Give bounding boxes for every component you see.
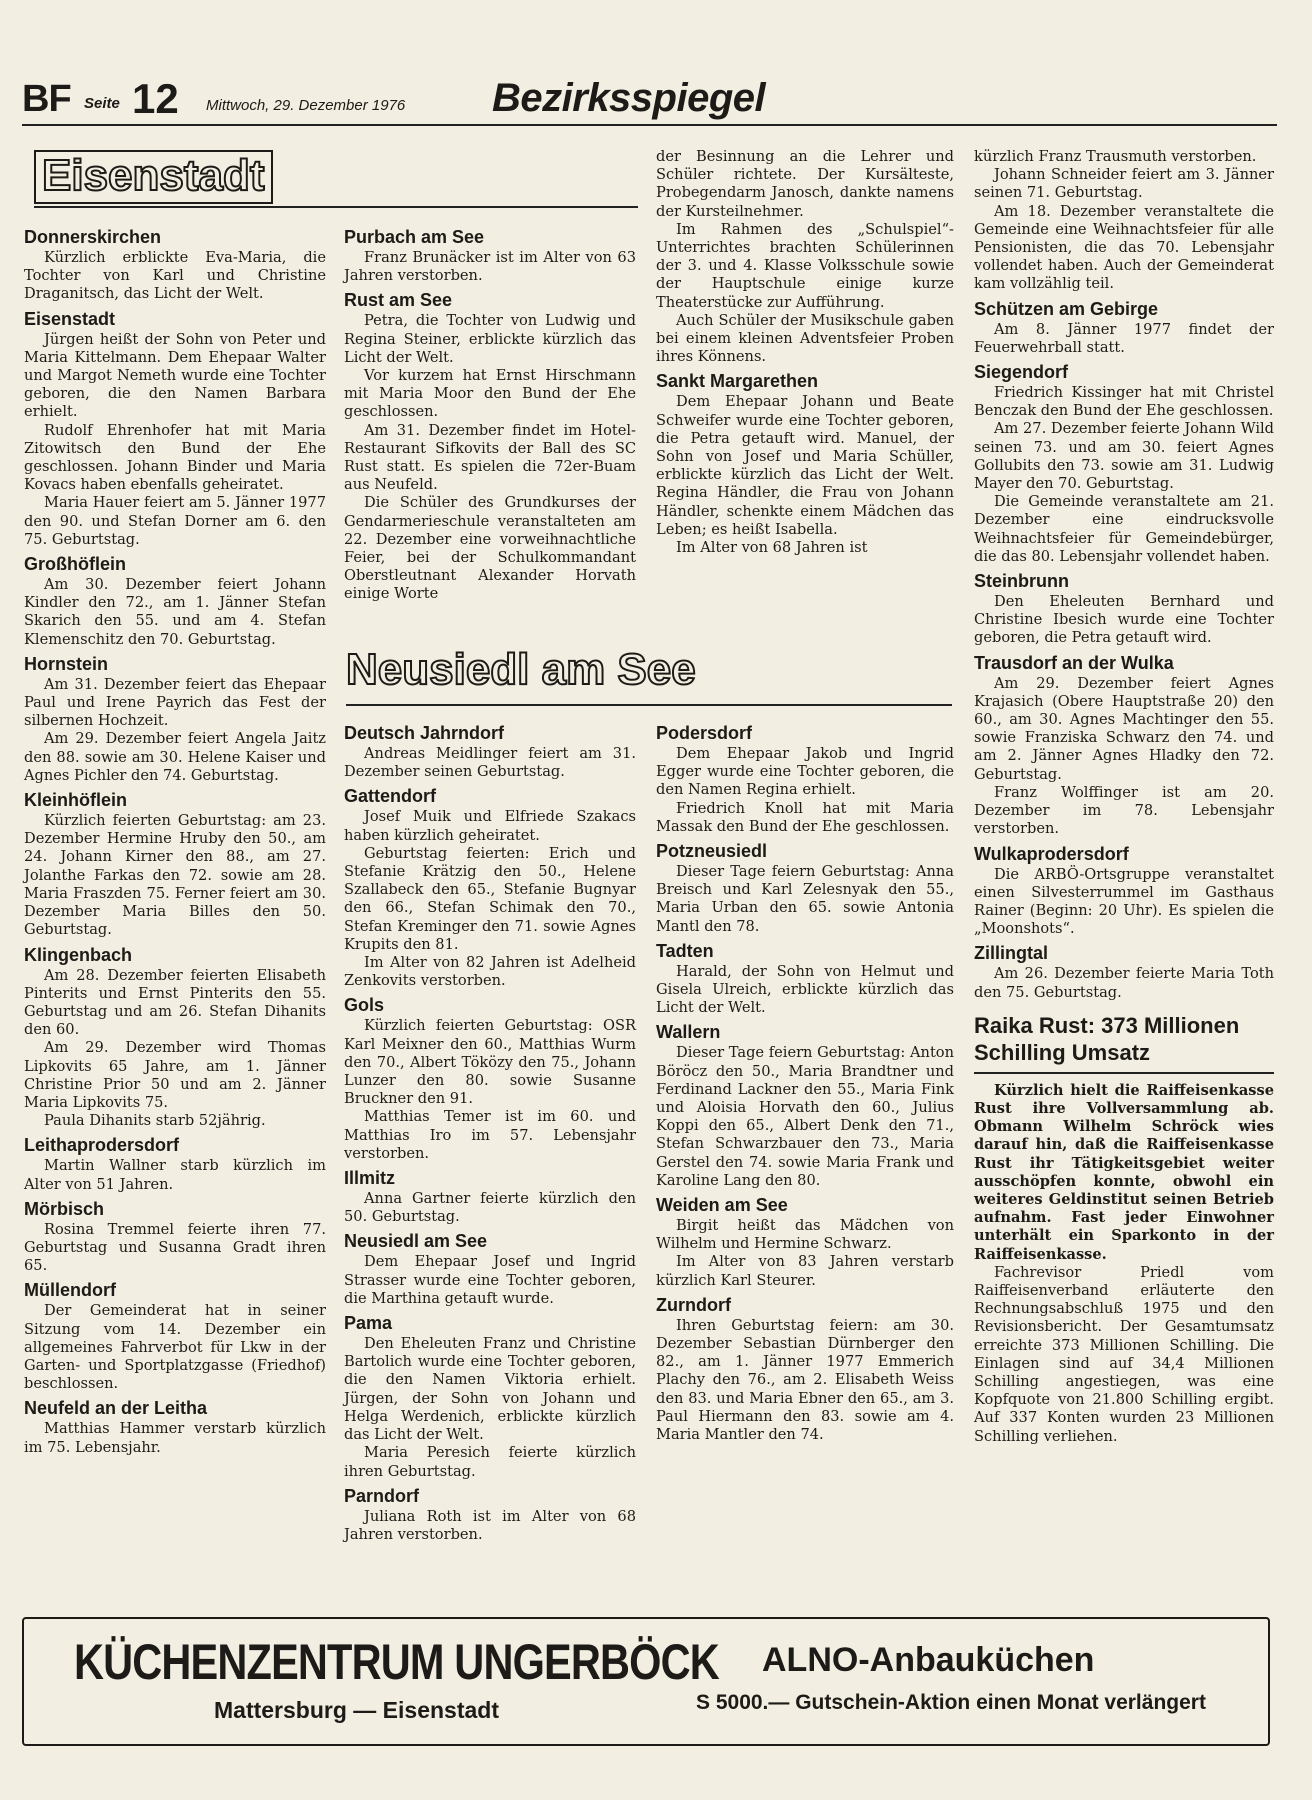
news-paragraph: Am 28. Dezember feierten Elisabeth Pinterits und Ernst Pinterits den 55. Geburtstag und am 26. Stefan Dihanits den 60. bbox=[24, 966, 326, 1039]
news-item bbox=[656, 1195, 954, 1290]
locality-heading: Sankt Margarethen bbox=[656, 371, 819, 392]
news-paragraph: Paula Dihanits starb 52jährig. bbox=[44, 1112, 266, 1130]
news-paragraph: Kürzlich erblickte Eva-Maria, die Tochter von Karl und Christine Draganitsch, das Licht der Welt. bbox=[24, 249, 326, 303]
news-paragraph: Im Alter von 82 Jahren ist Adelheid Zenkovits verstorben. bbox=[344, 954, 636, 990]
news-paragraph: Dieser Tage feiern Geburtstag: Anton Böröcz den 50., Maria Brandtner und Ferdinand Lackner den 55., Maria Fink und Aloisia Horvath den 60., Julius Koppi den 65., Albert Denk den 71., Stefan Schwarzbauer den 73., Maria Gerstel den 74. sowie Maria Frank und Karoline Lang den 80. bbox=[656, 1044, 954, 1189]
news-item bbox=[974, 943, 1274, 1001]
news-paragraph: Ihren Geburtstag feiern: am 30. Dezember Sebastian Dürnberger den 82., am 1. Jänner 1977 Emmerich Plachy den 76., am 2. Elisabeth Weiss den 83. und Maria Ebner den 65., am 3. Paul Hiermann den 83. sowie am 4. Maria Mantler den 74. bbox=[656, 1316, 954, 1444]
news-item bbox=[344, 1486, 636, 1544]
news-paragraph: Am 31. Dezember feiert das Ehepaar Paul und Irene Payrich das Fest der silbernen Hochzeit. bbox=[24, 675, 326, 730]
news-paragraph: Im Rahmen des „Schulspiel“-Unterrichtes brachten Schülerinnen der 3. und 4. Klasse Volksschule sowie der Hauptschule einige kurze Theaterstücke zur Aufführung. bbox=[656, 220, 954, 311]
newspaper-logo: BF bbox=[22, 78, 71, 120]
news-paragraph: Der Gemeinderat hat in seiner Sitzung vom 14. Dezember ein allgemeines Fahrverbot für Lkw in der Garten- und Sportplatzgasse (Friedhof) beschlossen. bbox=[24, 1302, 326, 1393]
news-item bbox=[656, 841, 954, 936]
news-paragraph: Andreas Meidlinger feiert am 31. Dezember seinen Geburtstag. bbox=[344, 745, 636, 781]
news-item bbox=[344, 290, 636, 603]
raika-headline: Raika Rust: 373 Millionen Schilling Umsatz bbox=[974, 1012, 1274, 1074]
locality-heading: Wulkaprodersdorf bbox=[974, 843, 1129, 864]
news-paragraph: Vor kurzem hat Ernst Hirschmann mit Maria Moor den Bund der Ehe geschlossen. bbox=[344, 367, 636, 421]
page-number: 12 bbox=[132, 75, 179, 122]
news-paragraph: Matthias Temer ist im 60. und Matthias Iro im 57. Lebensjahr verstorben. bbox=[344, 1108, 636, 1162]
news-paragraph: Franz Wolffinger ist am 20. Dezember im 78. Lebensjahr verstorben. bbox=[974, 783, 1274, 838]
locality-heading: Podersdorf bbox=[656, 723, 753, 743]
news-paragraph: Johann Schneider feiert am 3. Jänner seinen 71. Geburtstag. bbox=[974, 166, 1274, 202]
ad-left-title: KÜCHENZENTRUM UNGERBÖCK bbox=[74, 1634, 719, 1690]
masthead bbox=[22, 72, 1277, 126]
locality-heading: Leithaprodersdorf bbox=[24, 1135, 180, 1156]
news-paragraph: Dem Ehepaar Josef und Ingrid Strasser wurde eine Tochter geboren, die Marthina getauft wurde. bbox=[344, 1253, 636, 1307]
locality-heading: Müllendorf bbox=[24, 1280, 116, 1301]
locality-heading: Großhöflein bbox=[24, 554, 126, 575]
column-3-bottom bbox=[656, 718, 954, 1612]
locality-heading: Gols bbox=[344, 995, 385, 1016]
ad-left-subtitle: Mattersburg — Eisenstadt bbox=[214, 1697, 499, 1723]
news-paragraph: Die Gemeinde veranstaltete am 21. Dezember eine eindrucksvolle Weihnachtsfeier für Gemeindebürger, die das 80. Lebensjahr vollendet haben. bbox=[974, 493, 1274, 565]
column-2-bottom bbox=[344, 718, 636, 1612]
locality-heading: Trausdorf an der Wulka bbox=[974, 652, 1174, 673]
locality-heading: Donnerskirchen bbox=[24, 227, 162, 247]
news-paragraph: Harald, der Sohn von Helmut und Gisela Ulreich, erblickte kürzlich das Licht der Welt. bbox=[656, 962, 954, 1017]
news-paragraph: Maria Peresich feierte kürzlich ihren Geburtstag. bbox=[344, 1444, 636, 1480]
news-paragraph: Martin Wallner starb kürzlich im Alter von 51 Jahren. bbox=[24, 1157, 326, 1193]
locality-heading: Eisenstadt bbox=[24, 308, 116, 329]
news-paragraph: Rosina Tremmel feierte ihren 77. Geburtstag und Susanna Gradt ihren 65. bbox=[24, 1220, 326, 1275]
news-paragraph: Die Schüler des Grundkurses der Gendarmerieschule veranstalteten am 22. Dezember eine vorweihnachtliche Feier, bei der Schulkommandant Oberstleutnant Alexander Horvath einige Worte bbox=[344, 494, 636, 603]
advertisement bbox=[22, 1617, 1270, 1746]
news-item bbox=[24, 1280, 326, 1393]
news-item bbox=[974, 571, 1274, 648]
locality-heading: Klingenbach bbox=[24, 944, 133, 965]
news-paragraph: Dem Ehepaar Jakob und Ingrid Egger wurde eine Tochter geboren, die den Namen Regina erhielt. bbox=[656, 745, 954, 799]
news-item bbox=[24, 309, 326, 549]
news-paragraph: der Besinnung an die Lehrer und Schüler richtete. Der Kursälteste, Probegendarm Janosch, dankte namens der Kursteilnehmer. bbox=[656, 148, 954, 220]
news-paragraph: Am 27. Dezember feierte Johann Wild seinen 73. und am 30. feiert Agnes Gollubits den 73. sowie am 31. Ludwig Mayer den 70. Geburtstag. bbox=[974, 420, 1275, 493]
locality-heading: Zurndorf bbox=[656, 1294, 731, 1315]
news-paragraph: Anna Gartner feierte kürzlich den 50. Geburtstag. bbox=[344, 1190, 636, 1226]
ad-right-title: ALNO-Anbauküchen bbox=[762, 1641, 1095, 1679]
ad-right-subtitle: S 5000.— Gutschein-Aktion einen Monat verlängert bbox=[696, 1691, 1206, 1714]
locality-heading: Kleinhöflein bbox=[24, 790, 127, 811]
news-paragraph: Am 29. Dezember feiert Angela Jaitz den 88. sowie am 30. Helene Kaiser und Agnes Pichler den 74. Geburtstag. bbox=[24, 730, 326, 784]
news-paragraph: Die ARBÖ-Ortsgruppe veranstaltet einen Silvesterrummel im Gasthaus Rainer (Beginn: 20 Uhr). Es spielen die „Moonshots“. bbox=[974, 865, 1274, 938]
locality-heading: Purbach am See bbox=[344, 227, 485, 247]
news-item bbox=[656, 1295, 954, 1444]
news-paragraph: Josef Muik und Elfriede Szakacs haben kürzlich geheiratet. bbox=[344, 808, 636, 844]
news-item bbox=[344, 786, 636, 990]
news-paragraph: Jürgen heißt der Sohn von Peter und Maria Kittelmann. Dem Ehepaar Walter und Margot Nemeth wurde eine Tochter geboren, die den Namen Barbara erhielt. bbox=[24, 330, 326, 421]
news-paragraph: Am 8. Jänner 1977 findet der Feuerwehrball statt. bbox=[974, 320, 1274, 356]
news-item bbox=[24, 1398, 326, 1456]
issue-date: Mittwoch, 29. Dezember 1976 bbox=[206, 97, 406, 114]
column-1 bbox=[24, 222, 326, 1612]
raika-lead: Kürzlich hielt die Raiffeisenkasse Rust ihre Vollversammlung ab. Obmann Wilhelm Schröck wies darauf hin, daß die Raiffeisenkasse Rust ihr Tätigkeitsgebiet weiter ausschöpfen konnte, obwohl ein weiteres Geldinstitut seinen Betrieb aufnahm. Fast jeder Einwohner unterhält ein Sparkonto in der Raiffeisenkasse. bbox=[974, 1081, 1274, 1263]
news-paragraph: Am 29. Dezember feiert Agnes Krajasich (Obere Hauptstraße 20) den 60., am 30. Agnes Machtinger den 55. sowie Franziska Schwarz den 74. und am 2. Jänner Agnes Hladky den 72. Geburtstag. bbox=[974, 674, 1274, 783]
section-title: Bezirksspiegel bbox=[492, 76, 766, 120]
locality-heading: Zillingtal bbox=[974, 943, 1048, 964]
news-item bbox=[24, 945, 326, 1131]
news-paragraph: Franz Brunäcker ist im Alter von 63 Jahren verstorben. bbox=[344, 249, 636, 285]
locality-heading: Potzneusiedl bbox=[656, 841, 768, 862]
news-item bbox=[344, 227, 636, 285]
news-paragraph: Kürzlich feierten Geburtstag: OSR Karl Meixner den 60., Matthias Wurm den 70., Albert Töközy den 75., Johann Lunzer den 80. sowie Susanne Bruckner den 91. bbox=[344, 1017, 636, 1108]
news-item bbox=[344, 1231, 636, 1308]
news-paragraph: Juliana Roth ist im Alter von 68 Jahren verstorben. bbox=[344, 1507, 636, 1543]
news-item bbox=[344, 995, 636, 1163]
locality-heading: Wallern bbox=[656, 1022, 721, 1043]
news-paragraph: Petra, die Tochter von Ludwig und Regina Steiner, erblickte kürzlich das Licht der Welt. bbox=[344, 312, 636, 366]
locality-heading: Illmitz bbox=[344, 1168, 396, 1189]
news-item bbox=[344, 1168, 636, 1226]
locality-heading: Neufeld an der Leitha bbox=[24, 1398, 208, 1419]
banner-eisenstadt-text: Eisenstadt bbox=[34, 150, 273, 204]
banner-neusiedl bbox=[346, 645, 952, 706]
locality-heading: Schützen am Gebirge bbox=[974, 298, 1159, 319]
banner-eisenstadt bbox=[34, 150, 638, 208]
column-2-top bbox=[344, 222, 636, 632]
news-paragraph: Am 31. Dezember findet im Hotel-Restaurant Sifkovits der Ball des SC Rust statt. Es spielen die 72er-Buam aus Neufeld. bbox=[344, 421, 636, 494]
locality-heading: Parndorf bbox=[344, 1485, 420, 1506]
news-paragraph: Im Alter von 68 Jahren ist bbox=[676, 539, 868, 557]
raika-body: Fachrevisor Priedl vom Raiffeisenverband erläuterte den Rechnungsabschluß 1975 und den Revisionsbericht. Der Gesamtumsatz erreichte 373 Millionen Schilling. Die Einlagen sind auf 34,4 Millionen Schilling angestiegen, was eine Kopfquote von 21.800 Schilling ergibt. Auf 337 Konten wurden 23 Millionen Schilling verliehen. bbox=[974, 1263, 1274, 1445]
news-item bbox=[24, 654, 326, 785]
news-paragraph: Am 29. Dezember wird Thomas Lipkovits 65 Jahre, am 1. Jänner Christine Prior 50 und am 2. Jänner Maria Lipkovits 75. bbox=[24, 1039, 326, 1111]
news-item bbox=[24, 1135, 326, 1193]
news-item bbox=[656, 371, 954, 557]
news-item bbox=[656, 941, 954, 1018]
news-paragraph: Am 18. Dezember veranstaltete die Gemeinde eine Weihnachtsfeier für alle Pensionisten, die das 70. Lebensjahr vollendet haben. Auch der Gemeinderat kam vollzählig teil. bbox=[974, 202, 1274, 293]
news-item bbox=[344, 1313, 636, 1481]
news-paragraph: Friedrich Kissinger hat mit Christel Benczak den Bund der Ehe geschlossen. bbox=[974, 384, 1274, 420]
news-item bbox=[344, 723, 636, 781]
locality-heading: Neusiedl am See bbox=[344, 1231, 488, 1252]
page-label: Seite bbox=[84, 95, 120, 112]
news-paragraph: Geburtstag feierten: Erich und Stefanie Krätzig den 50., Helene Szallabeck den 65., Stefanie Bugnyar den 66., Stefan Schimak den 70., Stefan Kreminger den 71. sowie Agnes Krupits den 81. bbox=[344, 844, 636, 953]
news-item bbox=[656, 723, 954, 836]
locality-heading: Siegendorf bbox=[974, 362, 1069, 383]
news-paragraph: Maria Hauer feiert am 5. Jänner 1977 den 90. und Stefan Dorner am 6. den 75. Geburtstag. bbox=[24, 494, 326, 548]
locality-heading: Pama bbox=[344, 1313, 393, 1334]
locality-heading: Tadten bbox=[656, 940, 714, 961]
news-paragraph: Friedrich Knoll hat mit Maria Massak den Bund der Ehe geschlossen. bbox=[656, 799, 954, 835]
news-paragraph: Den Eheleuten Franz und Christine Bartolich wurde eine Tochter geboren, die den Namen Viktoria erhielt. Jürgen, der Sohn von Johann und Helga Werdenich, erblickte kürzlich das Licht der Welt. bbox=[344, 1335, 636, 1444]
locality-heading: Gattendorf bbox=[344, 786, 436, 807]
news-item bbox=[974, 148, 1274, 294]
news-paragraph: Matthias Hammer verstarb kürzlich im 75. Lebensjahr. bbox=[24, 1420, 326, 1456]
news-item bbox=[24, 1199, 326, 1276]
locality-heading: Rust am See bbox=[344, 290, 453, 311]
news-item bbox=[974, 362, 1274, 566]
news-paragraph: Den Eheleuten Bernhard und Christine Ibesich wurde eine Tochter geboren, die Petra getauft wird. bbox=[974, 593, 1274, 647]
news-item bbox=[974, 653, 1274, 839]
news-paragraph: Kürzlich feierten Geburtstag: am 23. Dezember Hermine Hruby den 50., am 24. Johann Kirner den 88., am 27. Jolanthe Farkas den 72. sowie am 28. Maria Fraszden 75. Ferner feiert am 30. Dezember Maria Billes den 50. Geburtstag. bbox=[24, 812, 326, 939]
news-paragraph: Dieser Tage feiern Geburtstag: Anna Breisch und Karl Zelesnyak den 55., Maria Urban den 65. sowie Antonia Mantl den 78. bbox=[656, 863, 954, 935]
banner-neusiedl-text: Neusiedl am See bbox=[346, 645, 696, 694]
news-paragraph: Dem Ehepaar Johann und Beate Schweifer wurde eine Tochter geboren, die Petra getauft wird. Manuel, der Sohn von Josef und Maria Schüller, erblickte kürzlich das Licht der Welt. Regina Händler, die Frau von Johann Händler, schenkte einem Mädchen das Leben; es heißt Isabella. bbox=[656, 393, 954, 538]
news-item bbox=[24, 227, 326, 304]
locality-heading: Hornstein bbox=[24, 653, 109, 674]
news-paragraph: Birgit heißt das Mädchen von Wilhelm und Hermine Schwarz. bbox=[656, 1217, 954, 1253]
news-item bbox=[974, 299, 1274, 357]
locality-heading: Deutsch Jahrndorf bbox=[344, 723, 505, 743]
news-paragraph: Am 26. Dezember feierte Maria Toth den 75. Geburtstag. bbox=[974, 965, 1274, 1001]
news-item bbox=[24, 790, 326, 939]
news-paragraph: Im Alter von 83 Jahren verstarb kürzlich Karl Steurer. bbox=[656, 1253, 954, 1289]
news-item bbox=[24, 554, 326, 649]
news-paragraph: Rudolf Ehrenhofer hat mit Maria Zitowitsch den Bund der Ehe geschlossen. Johann Binder und Maria Kovacs haben ebenfalls geheiratet. bbox=[24, 421, 326, 494]
news-item bbox=[974, 844, 1274, 939]
column-3-top bbox=[656, 148, 954, 632]
news-paragraph: Am 30. Dezember feiert Johann Kindler den 72., am 1. Jänner Stefan Skarich den 55. und am 4. Stefan Klemenschitz den 70. Geburtstag. bbox=[24, 576, 326, 648]
locality-heading: Steinbrunn bbox=[974, 571, 1069, 592]
news-paragraph: Auch Schüler der Musikschule gaben bei einem kleinen Adventsfeier Proben ihres Könnens. bbox=[656, 311, 954, 366]
news-paragraph: kürzlich Franz Trausmuth verstorben. bbox=[974, 148, 1257, 165]
news-item bbox=[656, 148, 954, 366]
locality-heading: Weiden am See bbox=[656, 1195, 788, 1216]
column-4 bbox=[974, 148, 1274, 1608]
locality-heading: Mörbisch bbox=[24, 1198, 105, 1219]
news-item bbox=[656, 1022, 954, 1190]
